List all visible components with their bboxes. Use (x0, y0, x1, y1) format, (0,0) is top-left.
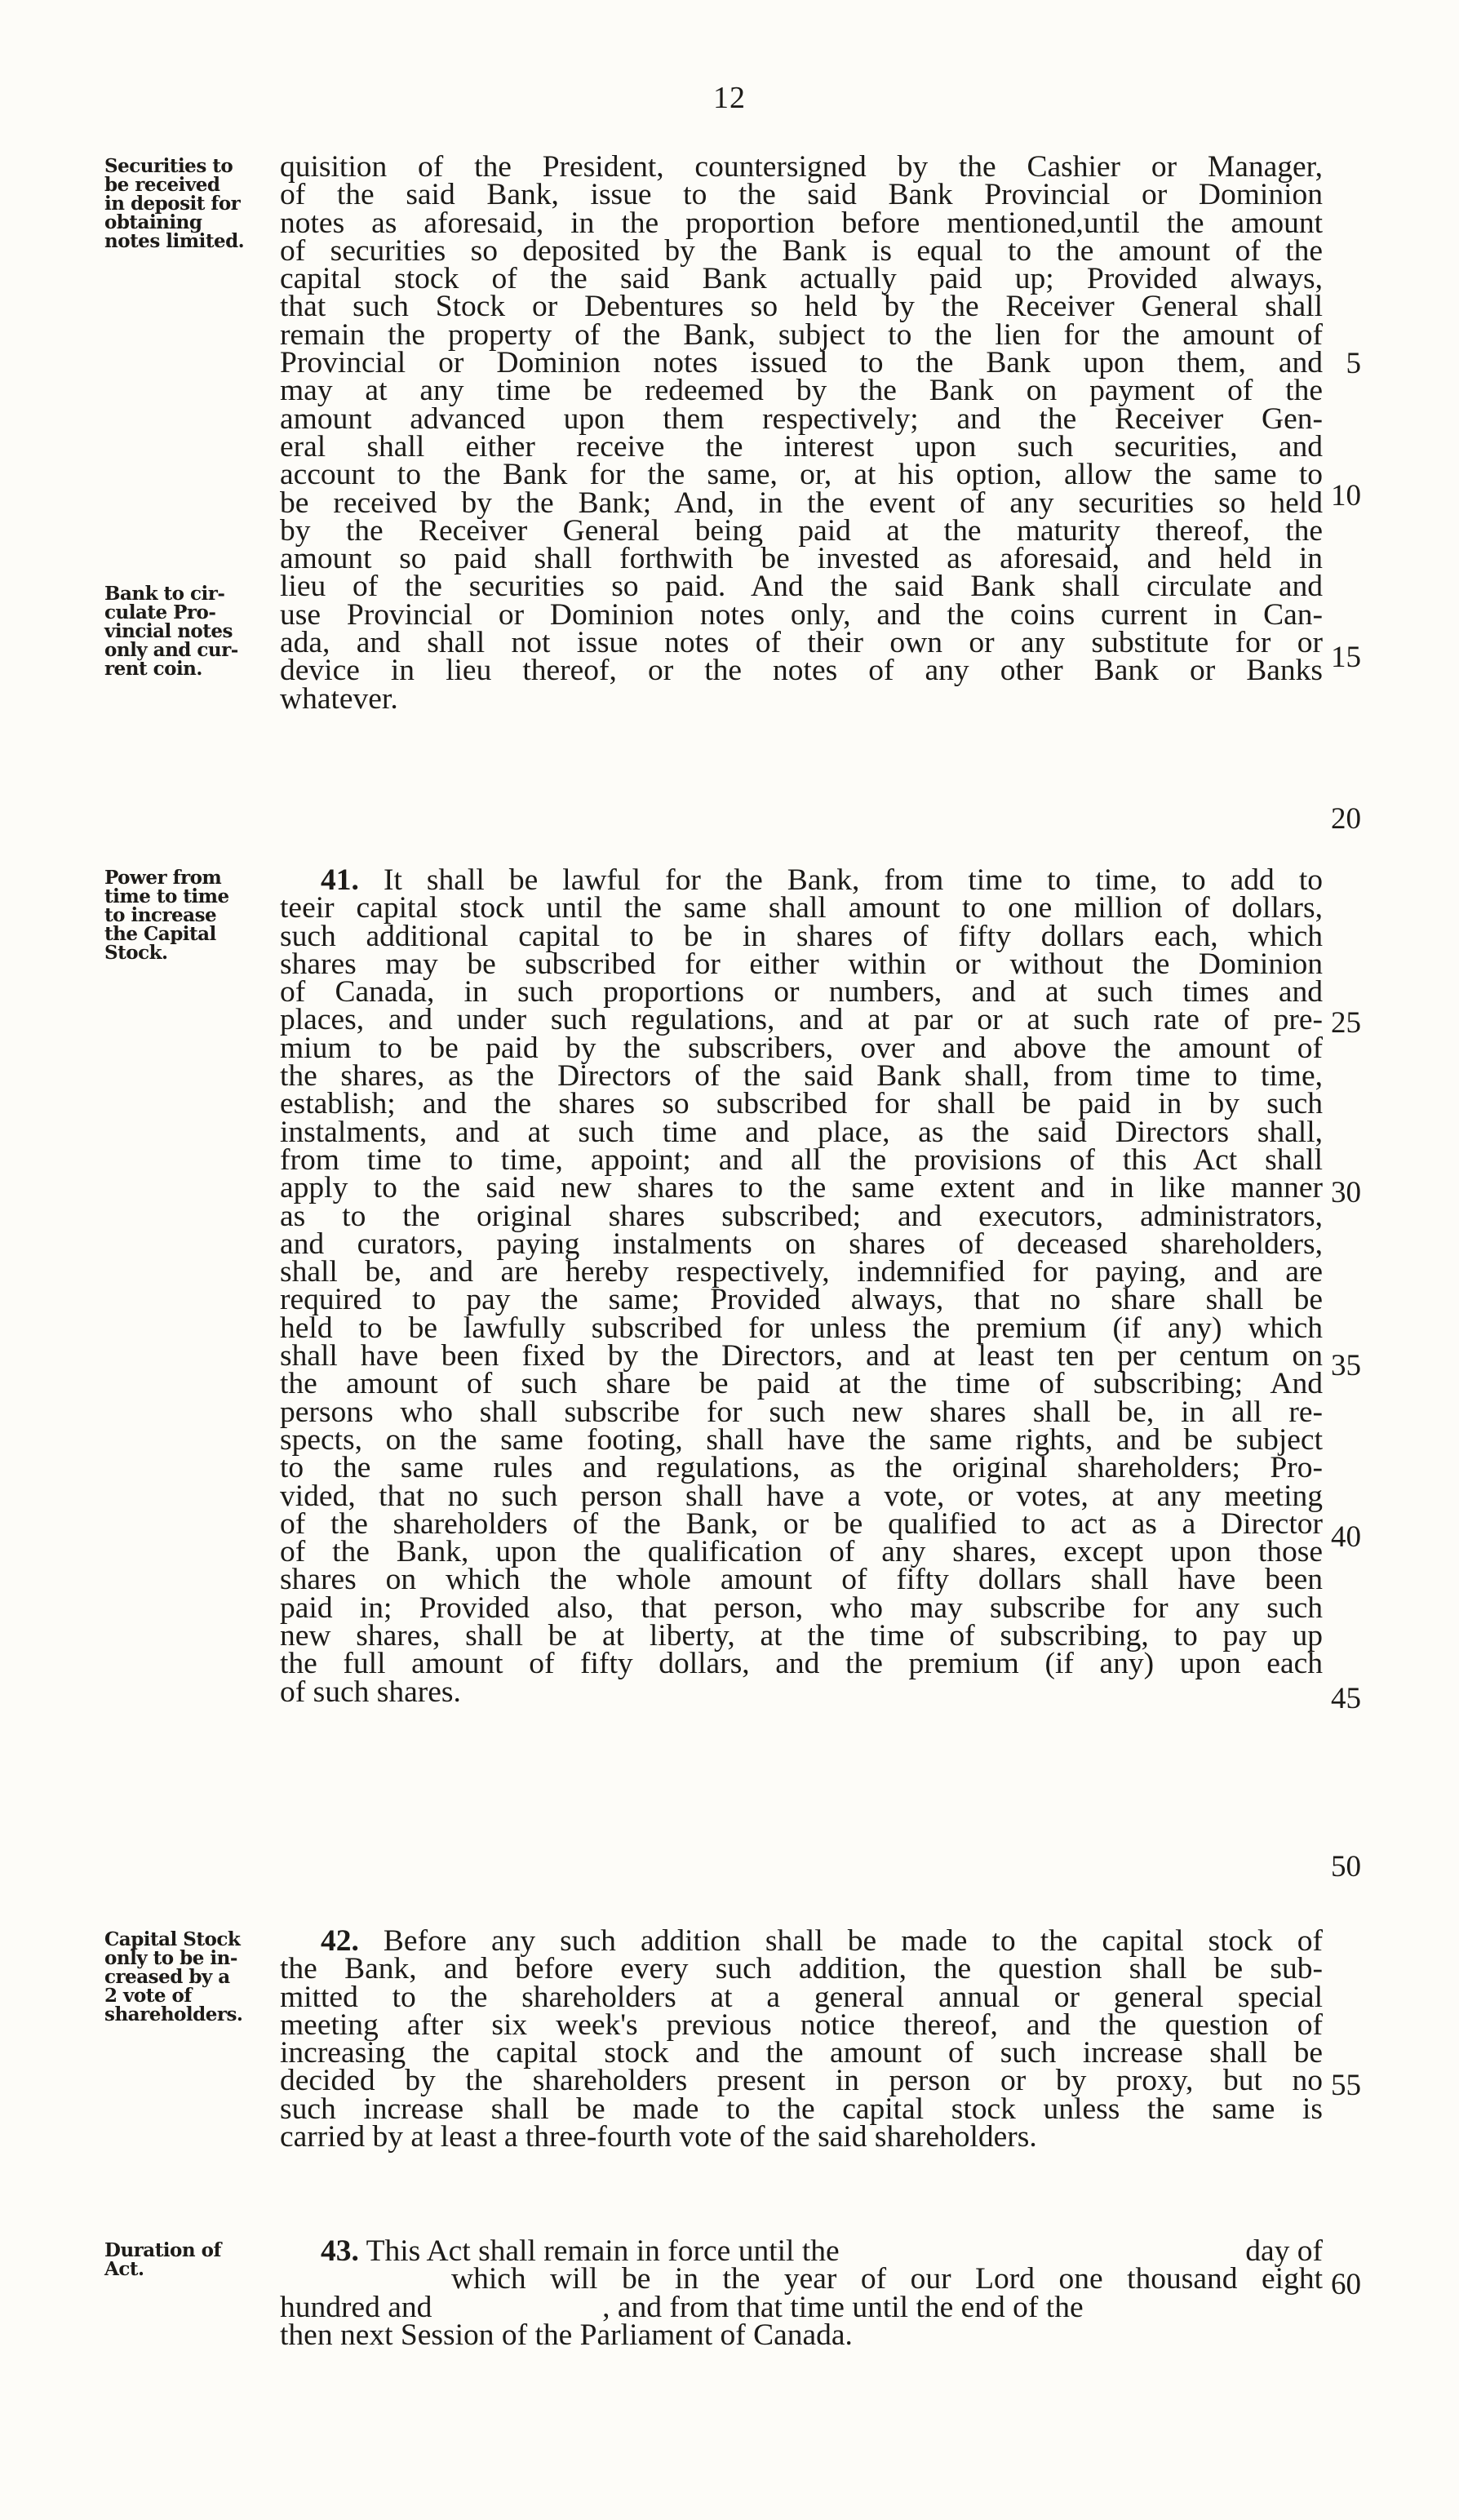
text-line: of the shareholders of the Bank, or be qualified to act as a Director (280, 1506, 1323, 1541)
margin-note-line: Act. (104, 2258, 144, 2280)
text-line: of the Bank, upon the qualification of any shares, except upon those (280, 1535, 1323, 1569)
text-line: of the said Bank, issue to the said Bank Provincial or Dominion (280, 178, 1323, 212)
text-line: the full amount of fifty dollars, and the premium (if any) upon each (280, 1647, 1323, 1681)
text-line: such additional capital to be in shares of fifty dollars each, which (280, 919, 1323, 953)
text-line: account to the Bank for the same, or, at his option, allow the same to (280, 458, 1323, 492)
margin-note-line: only to be in- (104, 1947, 237, 1969)
text-line: the Bank, and before every such addition, the question shall be sub- (280, 1952, 1323, 1986)
text-line: paid in; Provided also, that person, who may subscribe for any such (280, 1591, 1323, 1625)
line-number: 5 (1346, 347, 1361, 380)
margin-note-line: shareholders. (104, 2003, 243, 2025)
margin-note-capital (104, 1930, 280, 2024)
line-number: 30 (1331, 1176, 1361, 1209)
text-line: the amount of such share be paid at the time of subscribing; And (280, 1367, 1323, 1401)
text-line: vided, that no such person shall have a vote, or votes, at any meeting (280, 1479, 1323, 1513)
text-line: amount advanced upon them respectively; and the Receiver Gen- (280, 402, 1323, 436)
paragraph-continuation (280, 150, 1323, 716)
margin-note-power (104, 868, 280, 962)
margin-note-line: rent coin. (104, 658, 202, 680)
margin-note-line: Bank to cir- (104, 583, 225, 605)
margin-note-line: time to time (104, 885, 229, 907)
text-line: quisition of the President, countersigned by the Cashier or Manager, (280, 150, 1323, 184)
text-line: use Provincial or Dominion notes only, and the coins current in Can- (280, 597, 1323, 632)
margin-note-duration (104, 2241, 280, 2278)
text-line: the shares, as the Directors of the said Bank shall, from time to time, (280, 1059, 1323, 1094)
line-number: 40 (1331, 1520, 1361, 1554)
text-line: remain the property of the Bank, subject to the lien for the amount of (280, 317, 1323, 352)
margin-note-line: Capital Stock (104, 1928, 241, 1950)
text-line: of securities so deposited by the Bank is equal to the amount of the (280, 233, 1323, 268)
margin-note-line: obtaining (104, 211, 202, 233)
text-line: such increase shall be made to the capital stock unless the same is (280, 2092, 1323, 2126)
text-line: instalments, and at such time and place, as the said Directors shall, (280, 1115, 1323, 1149)
text-line: that such Stock or Debentures so held by the Receiver General shall (280, 290, 1323, 324)
line-number: 10 (1331, 479, 1361, 512)
text-line: Provincial or Dominion notes issued to the Bank upon them, and (280, 346, 1323, 380)
text-line: shall have been fixed by the Directors, and at least ten per centum on (280, 1339, 1323, 1373)
section-text: Before any such addition shall be made to the capital stock of (383, 1924, 1323, 1958)
text-line: persons who shall subscribe for such new shares shall be, in all re- (280, 1395, 1323, 1429)
margin-note-circulate (104, 584, 280, 678)
text-line: places, and under such regulations, and at par or at such rate of pre- (280, 1003, 1323, 1037)
section-41 (280, 863, 1324, 1709)
margin-note-line: culate Pro- (104, 601, 216, 623)
text-line: carried by at least a three-fourth vote of the said shareholders. (280, 2120, 1037, 2154)
section-text: It shall be lawful for the Bank, from time to time, to add to (383, 863, 1324, 897)
text-line: required to pay the same; Provided always, that no share shall be (280, 1283, 1323, 1317)
text-line: teeir capital stock until the same shall amount to one million of dollars, (280, 891, 1323, 925)
text-line: to the same rules and regulations, as the original shareholders; Pro- (280, 1451, 1323, 1485)
margin-note-line: Securities to (104, 155, 233, 177)
text-line: apply to the said new shares to the same extent and in like manner (280, 1171, 1323, 1205)
text-line: as to the original shares subscribed; and executors, administrators, (280, 1199, 1323, 1233)
text-line: mium to be paid by the subscribers, over and above the amount of (280, 1031, 1323, 1065)
text-line: which will be in the year of our Lord one thousand eight (451, 2262, 1323, 2296)
margin-note-line: 2 vote of (104, 1985, 192, 2007)
text-line: of such shares. (280, 1675, 461, 1709)
margin-note-line: the Capital (104, 923, 216, 945)
text-line: shares may be subscribed for either within or without the Dominion (280, 947, 1323, 981)
margin-note-line: only and cur- (104, 639, 238, 661)
text-line: notes as aforesaid, in the proportion before mentioned,until the amount (280, 206, 1323, 240)
margin-note-securities (104, 157, 280, 251)
text-line (280, 2234, 1323, 2268)
section-text: day of (1245, 2234, 1323, 2268)
section-text: This Act shall remain in force until the (366, 2234, 840, 2268)
text-line: then next Session of the Parliament of Canada. (280, 2318, 853, 2352)
text-line (280, 2290, 1323, 2324)
text-line: establish; and the shares so subscribed for shall be paid in by such (280, 1087, 1323, 1121)
margin-note-line: Stock. (104, 942, 168, 964)
margin-note-line: in deposit for (104, 193, 241, 215)
text-line: whatever. (280, 681, 398, 716)
line-number: 55 (1331, 2069, 1361, 2102)
text-line: capital stock of the said Bank actually paid up; Provided always, (280, 262, 1323, 296)
text-line: ada, and shall not issue notes of their own or any substitute for or (280, 626, 1323, 660)
text-line: spects, on the same footing, shall have the same rights, and be subject (280, 1422, 1323, 1457)
line-number: 20 (1331, 802, 1361, 836)
text-line: amount so paid shall forthwith be invested as aforesaid, and held in (280, 542, 1323, 576)
section-text: , and from that time until the end of the (602, 2290, 1084, 2324)
line-number: 15 (1331, 641, 1361, 674)
line-number: 60 (1331, 2268, 1361, 2301)
section-text: hundred and (280, 2290, 432, 2324)
text-line: increasing the capital stock and the amount of such increase shall be (280, 2036, 1323, 2070)
text-line: eral shall either receive the interest upon such securities, and (280, 429, 1323, 464)
text-line: new shares, shall be at liberty, at the time of subscribing, to pay up (280, 1619, 1323, 1653)
text-line: meeting after six week's previous notice thereof, and the question of (280, 2008, 1323, 2042)
margin-note-line: creased by a (104, 1966, 230, 1988)
text-line: of Canada, in such proportions or numbers, and at such times and (280, 975, 1323, 1009)
text-line: from time to time, appoint; and all the provisions of this Act shall (280, 1142, 1323, 1177)
text-line: held to be lawfully subscribed for unless the premium (if any) which (280, 1311, 1323, 1345)
text-line: lieu of the securities so paid. And the said Bank shall circulate and (280, 570, 1323, 604)
line-number: 35 (1331, 1349, 1361, 1382)
page-number: 12 (713, 81, 746, 115)
text-line: by the Receiver General being paid at the maturity thereof, the (280, 513, 1323, 548)
section-42 (280, 1924, 1323, 2154)
section-number: 41. (321, 863, 359, 897)
text-line: be received by the Bank; And, in the event of any securities so held (280, 486, 1323, 520)
text-line: and curators, paying instalments on shares of deceased shareholders, (280, 1227, 1323, 1261)
margin-note-line: be received (104, 174, 220, 196)
margin-note-line: vincial notes (104, 620, 233, 642)
margin-note-line: Power from (104, 867, 222, 889)
text-line (280, 863, 1324, 897)
text-line (280, 1924, 1323, 1958)
text-line: decided by the shareholders present in person or by proxy, but no (280, 2064, 1323, 2098)
margin-note-line: to increase (104, 904, 217, 926)
text-line: may at any time be redeemed by the Bank on payment of the (280, 374, 1323, 408)
text-line: shares on which the whole amount of fifty dollars shall have been (280, 1563, 1323, 1597)
section-number: 42. (321, 1924, 359, 1958)
text-line: device in lieu thereof, or the notes of any other Bank or Banks (280, 654, 1323, 688)
line-number: 50 (1331, 1850, 1361, 1883)
section-43 (280, 2234, 1323, 2352)
margin-note-line: Duration of (104, 2239, 221, 2261)
line-number: 45 (1331, 1682, 1361, 1715)
text-line: mitted to the shareholders at a general annual or general special (280, 1980, 1323, 2014)
line-number: 25 (1331, 1006, 1361, 1040)
margin-note-line: notes limited. (104, 230, 245, 252)
text-line: shall be, and are hereby respectively, indemnified for paying, and are (280, 1255, 1323, 1289)
section-number: 43. (321, 2234, 359, 2268)
